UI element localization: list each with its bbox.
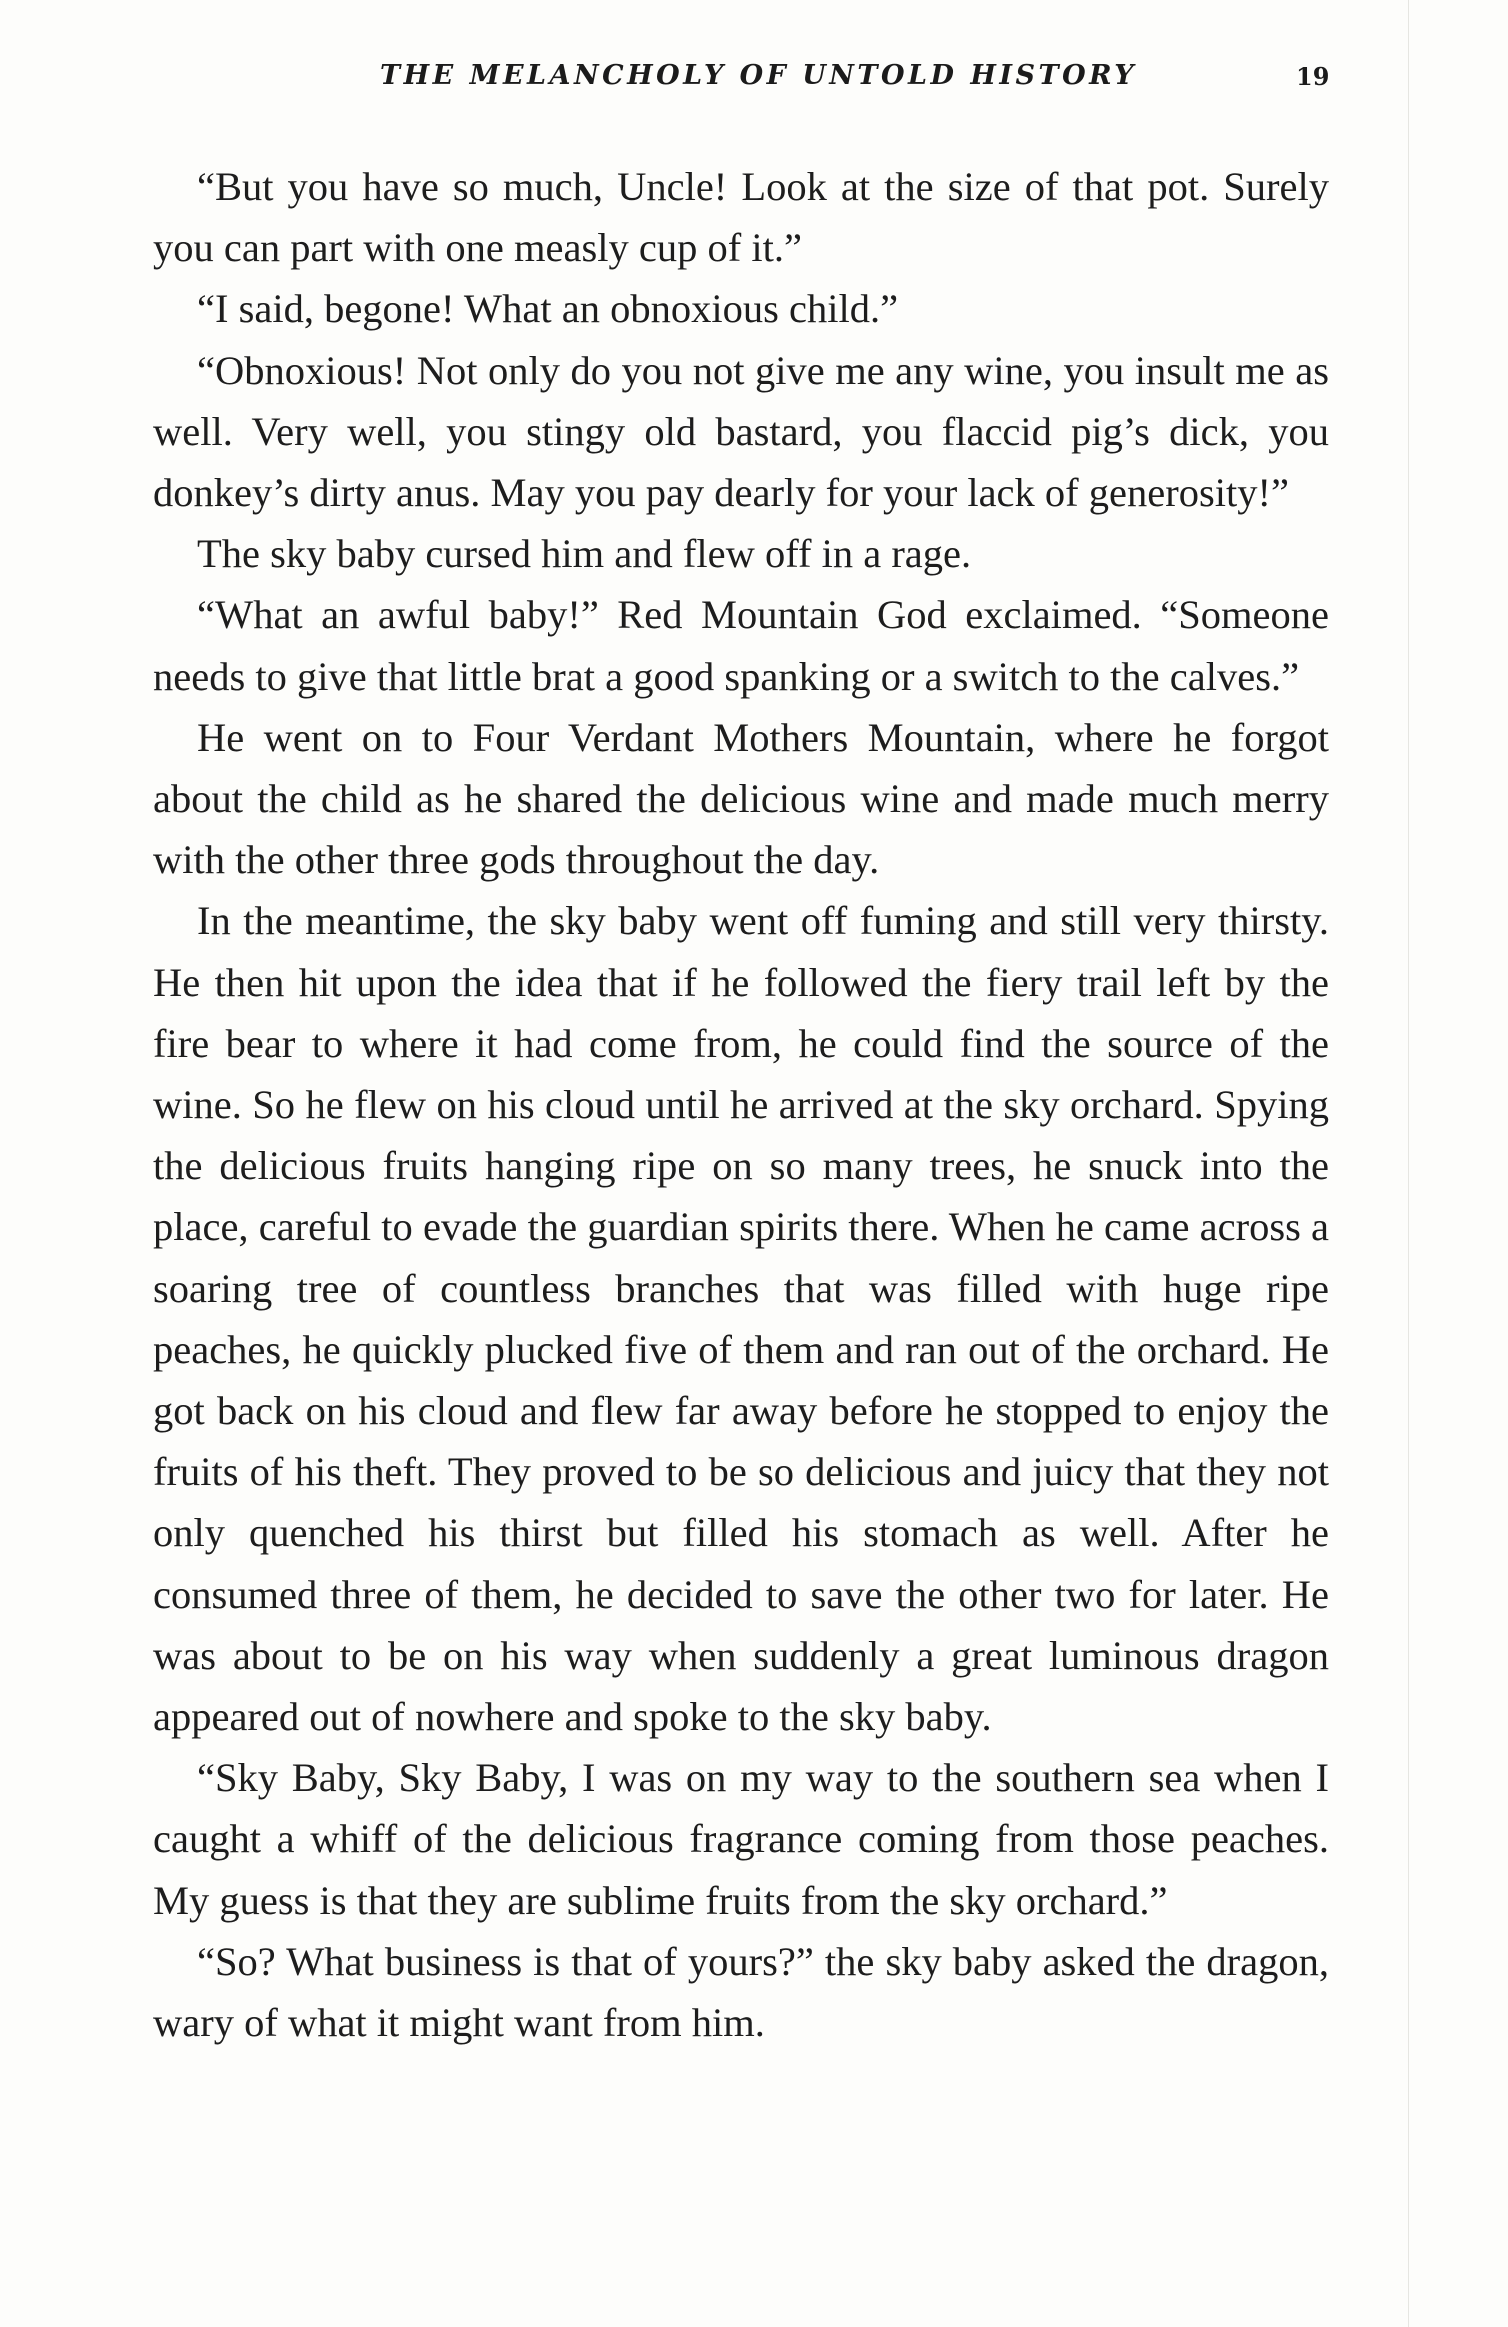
page-number: 19: [1296, 62, 1330, 91]
paragraph: “What an awful baby!” Red Mountain God exclaimed. “Someone needs to give that little brat a good spanking or a switch to the calves.”: [153, 592, 1329, 699]
paragraph: “So? What business is that of yours?” the sky baby asked the dragon, wary of what it might want from him.: [153, 1938, 1329, 2046]
paragraph: “But you have so much, Uncle! Look at the size of that pot. Surely you can part with one measly cup of it.”: [153, 164, 1329, 271]
body-text: [153, 156, 1329, 2053]
running-header: [0, 60, 1508, 100]
paragraph: “Obnoxious! Not only do you not give me any wine, you insult me as well. Very well, you stingy old bastard, you flaccid pig’s dick, you donkey’s dirty anus. May you pay dearly for your lack of generosity!”: [153, 347, 1329, 516]
paragraph: In the meantime, the sky baby went off fuming and still very thirsty. He then hit upon the idea that if he followed the fiery trail left by the fire bear to where it had come from, he could find the source of the wine. So he flew on his cloud until he arrived at the sky orchard. Spying the delicious fruits hanging ripe on so many trees, he snuck into the place, careful to evade the guardian spirits there. When he came across a soaring tree of countless branches that was filled with huge ripe peaches, he quickly plucked five of them and ran out of the orchard. He got back on his cloud and flew far away before he stopped to enjoy the fruits of his theft. They proved to be so delicious and juicy that they not only quenched his thirst but filled his stomach as well. After he consumed three of them, he decided to save the other two for later. He was about to be on his way when suddenly a great luminous dragon appeared out of nowhere and spoke to the sky baby.: [153, 898, 1329, 1740]
running-title: THE MELANCHOLY OF UNTOLD HISTORY: [380, 60, 1137, 91]
paragraph: He went on to Four Verdant Mothers Mountain, where he forgot about the child as he shared the delicious wine and made much merry with the other three gods throughout the day.: [153, 714, 1329, 883]
paragraph: “I said, begone! What an obnoxious child.”: [197, 286, 899, 332]
page-bleed-mark: [1408, 0, 1409, 2327]
paragraph: The sky baby cursed him and flew off in a rage.: [197, 531, 972, 577]
paragraph: “Sky Baby, Sky Baby, I was on my way to the southern sea when I caught a whiff of the delicious fragrance coming from those peaches. My guess is that they are sublime fruits from the sky orchard.”: [153, 1755, 1329, 1923]
